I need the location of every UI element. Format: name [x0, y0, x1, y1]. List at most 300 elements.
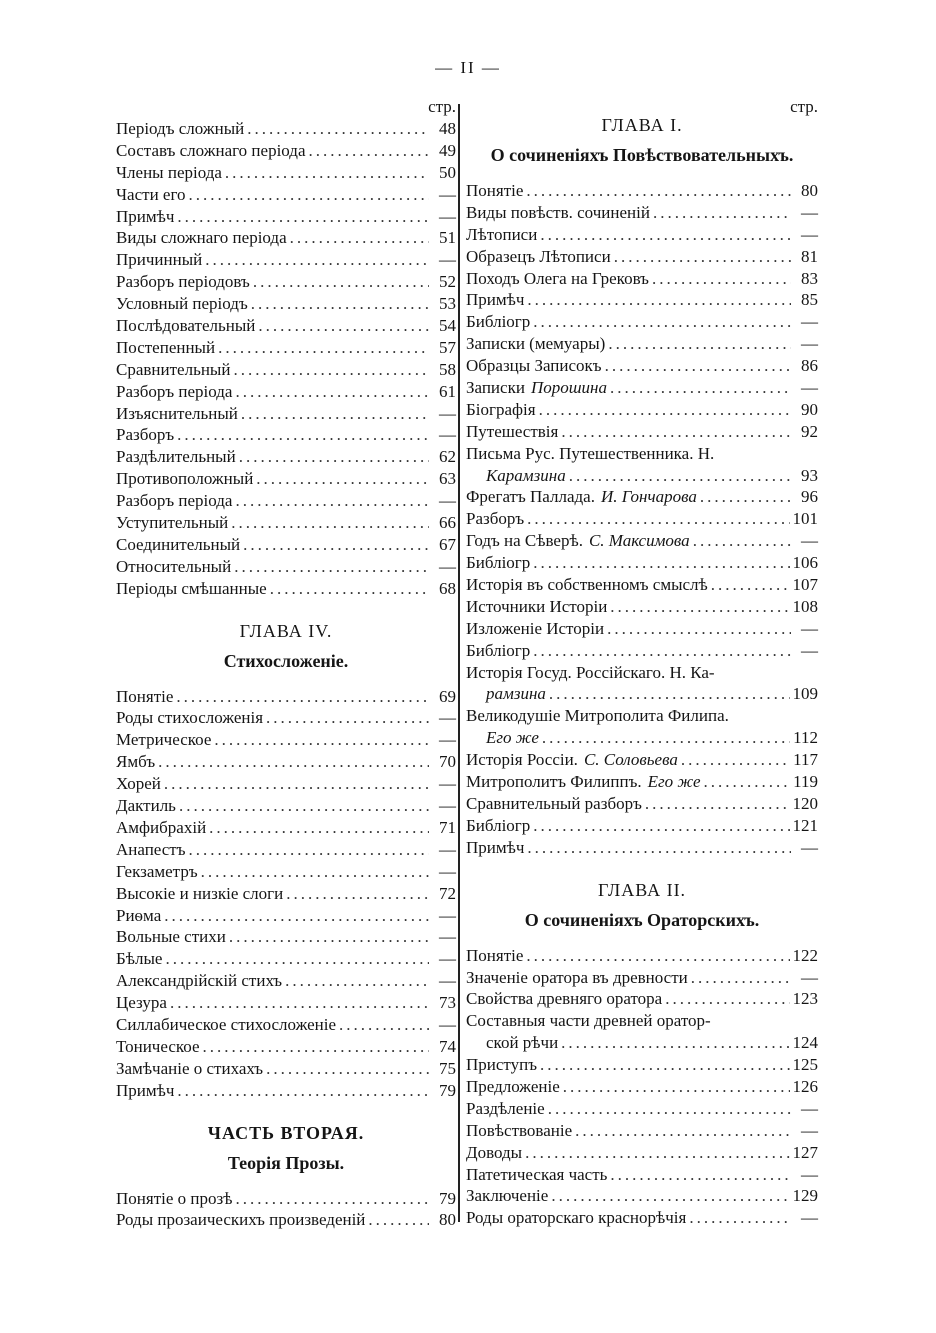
chapter-title: О сочиненіяхъ Повѣствовательныхъ.	[490, 145, 794, 165]
toc-entry	[116, 751, 456, 773]
toc-entry	[116, 446, 456, 468]
toc-entry	[466, 399, 818, 421]
leader-dots	[693, 530, 791, 552]
toc-entry	[466, 945, 818, 967]
toc-entry	[116, 271, 456, 293]
entry-author: Порошина	[530, 378, 607, 398]
entry-title: Его же	[486, 728, 539, 748]
toc-entry	[116, 1080, 456, 1102]
leader-dots	[542, 727, 790, 749]
entry-page: —	[801, 312, 818, 332]
entry-page: 85	[801, 290, 818, 310]
leader-dots	[203, 1036, 429, 1058]
leader-dots	[540, 1054, 789, 1076]
toc-entry	[116, 140, 456, 162]
entry-title: Дактиль	[116, 796, 176, 816]
toc-entry	[466, 268, 818, 290]
leader-dots	[239, 446, 429, 468]
toc-list	[466, 749, 818, 858]
toc-entry	[466, 683, 818, 705]
entry-title: Высокіе и низкіе слоги	[116, 883, 284, 903]
toc-list	[116, 118, 456, 600]
entry-title: Цезура	[116, 993, 167, 1013]
leader-dots	[533, 640, 791, 662]
entry-page: —	[801, 531, 818, 551]
entry-page: 71	[439, 817, 456, 837]
leader-dots	[533, 552, 789, 574]
toc-entry	[466, 180, 818, 202]
entry-title: Роды стихосложенія	[116, 708, 264, 728]
toc-list	[116, 686, 456, 1102]
entry-author: И. Гончарова	[600, 487, 697, 507]
entry-title: Примѣч	[116, 206, 175, 226]
entry-title: Библіогр	[466, 553, 531, 573]
entry-page: 69	[439, 686, 456, 706]
leader-dots	[290, 227, 429, 249]
leader-dots	[158, 751, 429, 773]
entry-title: Образцы Записокъ	[466, 356, 602, 376]
entry-page: 70	[439, 752, 456, 772]
toc-entry	[466, 552, 818, 574]
entry-page: 120	[792, 793, 818, 813]
right-column	[466, 96, 818, 1229]
entry-title: Исторія Россіи.	[466, 750, 578, 770]
leader-dots	[258, 315, 429, 337]
entry-page: 96	[801, 487, 818, 507]
toc-list	[116, 1188, 456, 1232]
entry-title: Повѣствованіе	[466, 1120, 573, 1140]
entry-page: 90	[801, 399, 818, 419]
entry-title: ской рѣчи	[486, 1033, 559, 1053]
entry-page: 124	[792, 1033, 818, 1053]
toc-entry	[466, 988, 818, 1010]
leader-dots	[251, 293, 429, 315]
leader-dots	[561, 421, 791, 443]
entry-page: 92	[801, 421, 818, 441]
entry-page: 63	[439, 469, 456, 489]
entry-title: Сравнительный	[116, 359, 231, 379]
entry-title: Виды повѣств. сочиненій	[466, 202, 650, 222]
toc-entry	[466, 1164, 818, 1186]
toc-entry	[116, 1188, 456, 1210]
entry-title: Раздѣленіе	[466, 1098, 545, 1118]
entry-title: Понятіе о прозѣ	[116, 1188, 233, 1208]
entry-title: Лѣтописи	[466, 224, 538, 244]
entry-title: Анапестъ	[116, 839, 186, 859]
toc-entry	[116, 162, 456, 184]
entry-title: Роды ораторскаго краснорѣчія	[466, 1208, 687, 1228]
toc-entry	[116, 817, 456, 839]
entry-page: —	[801, 1208, 818, 1228]
entry-title: Изложеніе Исторіи	[466, 618, 605, 638]
entry-author: С. Соловьева	[583, 750, 678, 770]
leader-dots	[253, 271, 429, 293]
chapter-heading: ГЛАВА IV.	[239, 620, 333, 641]
entry-title: Послѣдовательный	[116, 316, 256, 336]
entry-title: Относительный	[116, 556, 232, 576]
entry-title: Постепенный	[116, 337, 216, 357]
leader-dots	[665, 988, 789, 1010]
toc-entry	[466, 705, 818, 727]
toc-entry	[116, 184, 456, 206]
entry-title: Записки (мемуары)	[466, 334, 606, 354]
entry-title: Части его	[116, 184, 186, 204]
entry-title: Понятіе	[116, 686, 174, 706]
leader-dots	[214, 729, 429, 751]
entry-title: Примѣч	[466, 837, 525, 857]
toc-entry	[466, 574, 818, 596]
toc-entry	[116, 926, 456, 948]
leader-dots	[209, 817, 429, 839]
entry-page: 93	[801, 465, 818, 485]
leader-dots	[189, 184, 429, 206]
entry-page: 127	[792, 1142, 818, 1162]
entry-page: —	[439, 927, 456, 947]
entry-title: Понятіе	[466, 181, 524, 200]
chapter-heading: ГЛАВА II.	[597, 879, 687, 900]
toc-entry	[116, 861, 456, 883]
toc-entry	[466, 640, 818, 662]
toc-entry	[116, 1014, 456, 1036]
entry-page: —	[801, 378, 818, 398]
entry-title: Карамзина	[486, 465, 566, 485]
entry-title: Виды сложнаго періода	[116, 228, 287, 248]
toc-entry	[466, 749, 818, 771]
entry-title: Разборъ	[116, 425, 175, 445]
leader-dots	[179, 795, 429, 817]
toc-entry	[116, 1058, 456, 1080]
toc-entry	[116, 249, 456, 271]
entry-title: Разборъ періода	[116, 381, 233, 401]
part-title: ЧАСТЬ ВТОРАЯ.	[207, 1122, 365, 1143]
entry-title: Составныя части древней оратор-	[466, 1011, 711, 1031]
entry-title: Вольные стихи	[116, 927, 226, 947]
left-column	[116, 96, 456, 1231]
entry-page: —	[801, 837, 818, 857]
entry-page: 119	[793, 772, 818, 792]
entry-title: Замѣчаніе о стихахъ	[116, 1058, 264, 1078]
toc-entry	[116, 883, 456, 905]
entry-page: —	[439, 861, 456, 881]
leader-dots	[526, 180, 791, 202]
leader-dots	[266, 707, 429, 729]
toc-entry	[116, 315, 456, 337]
entry-page: 121	[792, 815, 818, 835]
entry-title: Библіогр	[466, 815, 531, 835]
leader-dots	[539, 399, 791, 421]
entry-page: 51	[439, 228, 456, 248]
toc-entry	[466, 224, 818, 246]
entry-title: Разборъ періода	[116, 491, 233, 511]
entry-title: Тоническое	[116, 1036, 200, 1056]
toc-entry	[466, 1120, 818, 1142]
leader-dots	[525, 1142, 789, 1164]
leader-dots	[176, 686, 429, 708]
page-column-label: стр.	[790, 97, 818, 116]
toc-entry	[116, 686, 456, 708]
chapter-heading: ГЛАВА I.	[601, 115, 683, 135]
entry-title: Значеніе оратора въ древности	[466, 967, 688, 987]
chapter-title: Стихосложеніе.	[223, 650, 349, 671]
column-divider	[458, 104, 460, 1222]
entry-title: Заключеніе	[466, 1186, 549, 1206]
entry-page: —	[439, 949, 456, 969]
leader-dots	[177, 424, 429, 446]
toc-entry	[116, 795, 456, 817]
leader-dots	[256, 468, 429, 490]
entry-title: Великодушіе Митрополита Филипа.	[466, 706, 729, 726]
leader-dots	[549, 683, 790, 705]
toc-entry	[116, 773, 456, 795]
entry-page: 48	[439, 119, 456, 138]
entry-page: —	[801, 640, 818, 660]
leader-dots	[563, 1076, 790, 1098]
entry-page: —	[439, 905, 456, 925]
leader-dots	[527, 508, 789, 530]
leader-dots	[231, 512, 429, 534]
entry-title: Свойства древняго оратора	[466, 989, 663, 1009]
entry-page: 53	[439, 294, 456, 314]
entry-title: рамзина	[486, 684, 546, 704]
entry-title: Разборъ	[466, 509, 525, 529]
entry-title: Періоды смѣшанные	[116, 578, 267, 598]
leader-dots	[551, 1185, 789, 1207]
leader-dots	[225, 162, 429, 184]
entry-page: 126	[792, 1076, 818, 1096]
entry-title: Патетическая часть	[466, 1164, 608, 1184]
leader-dots	[339, 1014, 429, 1036]
entry-page: 123	[792, 989, 818, 1009]
toc-entry	[116, 468, 456, 490]
entry-title: Гекзаметръ	[116, 861, 198, 881]
entry-title: Понятіе	[466, 945, 524, 965]
page-number: — II —	[435, 58, 501, 77]
entry-title: Члены періода	[116, 162, 222, 182]
entry-title: Ямбъ	[116, 752, 156, 772]
entry-page: —	[801, 334, 818, 354]
toc-entry	[466, 443, 818, 465]
leader-dots	[177, 206, 429, 228]
entry-title: Риѳма	[116, 905, 162, 925]
entry-page: 72	[439, 883, 456, 903]
entry-title: Составъ сложнаго періода	[116, 140, 306, 160]
leader-dots	[247, 118, 429, 140]
toc-entry	[116, 839, 456, 861]
entry-title: Библіогр	[466, 312, 531, 332]
entry-page: —	[801, 618, 818, 638]
toc-entry	[116, 707, 456, 729]
toc-entry	[116, 970, 456, 992]
toc-entry	[466, 793, 818, 815]
entry-page: —	[439, 730, 456, 750]
part-subtitle: Теорія Прозы.	[227, 1152, 345, 1173]
leader-dots	[610, 377, 791, 399]
entry-title: Хорей	[116, 774, 161, 794]
toc-entry	[466, 815, 818, 837]
chapter-title: О сочиненіяхъ Ораторскихъ.	[524, 909, 760, 930]
leader-dots	[527, 837, 791, 859]
toc-entry	[466, 421, 818, 443]
entry-title: Роды прозаическихъ произведеній	[116, 1210, 366, 1230]
toc-entry	[466, 596, 818, 618]
entry-title: Противоположный	[116, 469, 254, 489]
leader-dots	[241, 403, 429, 425]
entry-title: Метрическое	[116, 730, 212, 750]
entry-page: —	[801, 1164, 818, 1184]
toc-entry	[116, 1036, 456, 1058]
toc-entry	[466, 1185, 818, 1207]
entry-page: 81	[801, 246, 818, 266]
leader-dots	[177, 1080, 429, 1102]
entry-title: Бѣлые	[116, 949, 163, 969]
leader-dots	[569, 465, 791, 487]
toc-entry	[466, 1054, 818, 1076]
toc-list	[466, 486, 818, 661]
entry-title: Силлабическое стихосложеніе	[116, 1014, 337, 1034]
toc-entry	[116, 490, 456, 512]
leader-dots	[610, 596, 789, 618]
entry-page: 129	[792, 1186, 818, 1206]
leader-dots	[652, 268, 791, 290]
entry-page: 109	[792, 684, 818, 704]
entry-title: Александрійскій стихъ	[116, 971, 283, 991]
entry-title: Исторія въ собственномъ смыслѣ	[466, 575, 708, 595]
entry-title: Доводы	[466, 1142, 523, 1162]
leader-dots	[614, 246, 791, 268]
entry-title: Записки	[466, 378, 525, 398]
toc-entry	[116, 556, 456, 578]
entry-title: Уступительный	[116, 513, 229, 533]
entry-page: 107	[792, 575, 818, 595]
toc-entry	[466, 486, 818, 508]
toc-list	[466, 945, 818, 1011]
entry-title: Причинный	[116, 250, 203, 270]
toc-entry	[116, 293, 456, 315]
leader-dots	[533, 311, 791, 333]
toc-entry	[116, 118, 456, 140]
leader-dots	[285, 970, 429, 992]
leader-dots	[526, 945, 789, 967]
leader-dots	[561, 1032, 789, 1054]
leader-dots	[235, 490, 429, 512]
toc-entry	[116, 206, 456, 228]
entry-page: —	[801, 224, 818, 244]
entry-page: —	[439, 708, 456, 728]
entry-page: 61	[439, 381, 456, 401]
entry-title: Біографія	[466, 399, 536, 419]
leader-dots	[189, 839, 429, 861]
leader-dots	[704, 771, 791, 793]
entry-page: 80	[439, 1210, 456, 1230]
leader-dots	[243, 534, 429, 556]
entry-page: 50	[439, 162, 456, 182]
entry-title: Приступъ	[466, 1055, 538, 1075]
leader-dots	[201, 861, 429, 883]
toc-entry	[466, 289, 818, 311]
toc-list	[466, 1054, 818, 1229]
entry-page: 106	[792, 553, 818, 573]
entry-page: 122	[792, 945, 818, 965]
entry-page: —	[439, 184, 456, 204]
toc-entry	[466, 508, 818, 530]
entry-title: Соединительный	[116, 534, 241, 554]
leader-dots	[533, 815, 789, 837]
entry-title: Періодъ сложный	[116, 119, 245, 138]
entry-page: 79	[439, 1188, 456, 1208]
entry-page: 86	[801, 356, 818, 376]
entry-page: 101	[792, 509, 818, 529]
entry-title: Разборъ періодовъ	[116, 272, 250, 292]
toc-entry	[466, 727, 818, 749]
leader-dots	[607, 618, 791, 640]
entry-title: Амфибрахій	[116, 817, 207, 837]
entry-page: 57	[439, 337, 456, 357]
entry-page: 62	[439, 447, 456, 467]
leader-dots	[691, 967, 791, 989]
leader-dots	[575, 1120, 791, 1142]
entry-page: —	[801, 202, 818, 222]
toc-entry	[116, 512, 456, 534]
leader-dots	[700, 486, 791, 508]
entry-title: Образецъ Лѣтописи	[466, 246, 611, 266]
toc-entry	[466, 771, 818, 793]
entry-title: Сравнительный разборъ	[466, 793, 642, 813]
entry-page: 112	[793, 728, 818, 748]
entry-page: —	[801, 967, 818, 987]
entry-page: —	[439, 774, 456, 794]
entry-author: С. Максимова	[588, 531, 690, 551]
entry-title: Походъ Олега на Грековъ	[466, 268, 649, 288]
toc-entry	[466, 1207, 818, 1229]
entry-page: —	[439, 403, 456, 423]
entry-title: Примѣч	[116, 1080, 175, 1100]
leader-dots	[170, 992, 429, 1014]
entry-page: —	[439, 250, 456, 270]
entry-page: —	[801, 1120, 818, 1140]
toc-entry	[466, 1098, 818, 1120]
leader-dots	[711, 574, 790, 596]
leader-dots	[610, 1164, 791, 1186]
toc-entry	[466, 202, 818, 224]
entry-title: Примѣч	[466, 290, 525, 310]
entry-title: Изъяснительный	[116, 403, 238, 423]
toc-entry	[116, 227, 456, 249]
entry-title: Библіогр	[466, 640, 531, 660]
leader-dots	[540, 224, 791, 246]
entry-page: 75	[439, 1058, 456, 1078]
leader-dots	[681, 749, 790, 771]
entry-page: 66	[439, 513, 456, 533]
entry-page: 58	[439, 359, 456, 379]
leader-dots	[689, 1207, 791, 1229]
entry-page: —	[439, 206, 456, 226]
leader-dots	[164, 905, 429, 927]
entry-title: Исторія Госуд. Россійскаго. Н. Ка-	[466, 662, 715, 682]
toc-entry	[466, 377, 818, 399]
leader-dots	[165, 948, 429, 970]
entry-page: 68	[439, 578, 456, 598]
entry-title: Путешествія	[466, 421, 559, 441]
toc-entry	[116, 424, 456, 446]
leader-dots	[309, 140, 430, 162]
page-column-label: стр.	[428, 97, 456, 116]
toc-entry	[116, 359, 456, 381]
entry-title: Годъ на Сѣверѣ.	[466, 531, 583, 551]
leader-dots	[266, 1058, 429, 1080]
leader-dots	[368, 1209, 429, 1231]
entry-page: —	[439, 971, 456, 991]
leader-dots	[270, 578, 429, 600]
